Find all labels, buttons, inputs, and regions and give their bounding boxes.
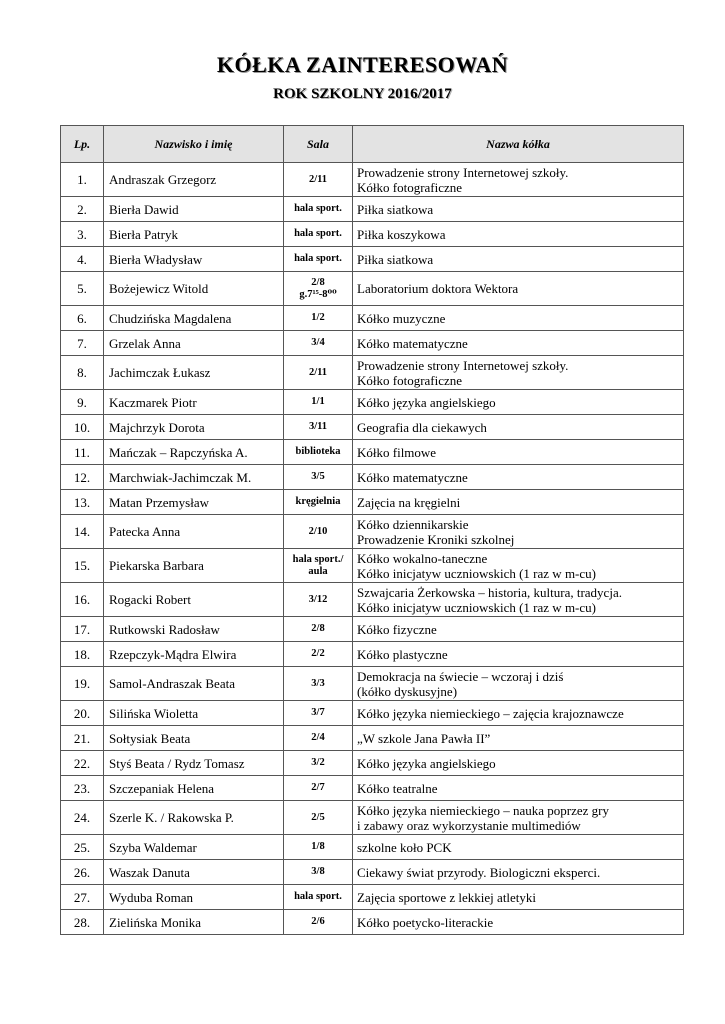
room-cell: [284, 163, 353, 197]
club-line: Kółko fotograficzne: [357, 179, 463, 195]
club-line: Kółko wokalno-taneczne: [357, 550, 488, 566]
table-row: [61, 860, 684, 885]
room-cell: [284, 247, 353, 272]
table-row: [61, 515, 684, 549]
club-line: Prowadzenie Kroniki szkolnej: [357, 531, 515, 547]
club-line: Kółko fizyczne: [357, 621, 437, 637]
room-line: 1/2: [311, 312, 325, 323]
table-row: [61, 390, 684, 415]
person-name: Andraszak Grzegorz: [104, 163, 284, 197]
person-name: Grzelak Anna: [104, 331, 284, 356]
club-cell: [353, 331, 684, 356]
person-name: Styś Beata / Rydz Tomasz: [104, 751, 284, 776]
room-line: 3/11: [308, 421, 328, 432]
row-number: 18.: [61, 642, 104, 667]
club-cell: [353, 667, 684, 701]
person-name: Bierła Patryk: [104, 222, 284, 247]
club-cell: [353, 801, 684, 835]
room-cell: [284, 440, 353, 465]
club-line: Prowadzenie strony Internetowej szkoły.: [357, 357, 569, 373]
table-row: [61, 701, 684, 726]
row-number: 10.: [61, 415, 104, 440]
room-cell: [284, 549, 353, 583]
header-club: Nazwa kółka: [353, 126, 684, 163]
person-name: Szyba Waldemar: [104, 835, 284, 860]
room-cell: [284, 197, 353, 222]
row-number: 11.: [61, 440, 104, 465]
room-line: 3/8: [311, 866, 325, 877]
person-name: Chudzińska Magdalena: [104, 306, 284, 331]
table-row: [61, 163, 684, 197]
club-line: Kółko języka angielskiego: [357, 755, 496, 771]
room-line: hala sport.: [294, 891, 342, 902]
row-number: 1.: [61, 163, 104, 197]
club-cell: [353, 247, 684, 272]
club-line: Zajęcia sportowe z lekkiej atletyki: [357, 889, 537, 905]
table-row: [61, 617, 684, 642]
person-name: Rzepczyk-Mądra Elwira: [104, 642, 284, 667]
row-number: 22.: [61, 751, 104, 776]
club-cell: [353, 617, 684, 642]
person-name: Majchrzyk Dorota: [104, 415, 284, 440]
club-line: Kółko fotograficzne: [357, 372, 463, 388]
row-number: 7.: [61, 331, 104, 356]
room-line: 2/11: [308, 173, 328, 185]
table-row: [61, 490, 684, 515]
club-line: Kółko filmowe: [357, 444, 437, 460]
room-line: 2/11: [308, 366, 328, 378]
table-row: [61, 751, 684, 776]
club-cell: [353, 272, 684, 306]
club-line: Piłka siatkowa: [357, 201, 434, 217]
room-line: hala sport.: [294, 228, 342, 239]
room-cell: [284, 667, 353, 701]
row-number: 3.: [61, 222, 104, 247]
club-line: Kółko języka niemieckiego – zajęcia krajoznawcze: [357, 705, 624, 721]
person-name: Patecka Anna: [104, 515, 284, 549]
room-cell: [284, 356, 353, 390]
room-cell: [284, 617, 353, 642]
table-row: [61, 801, 684, 835]
table-row: [61, 835, 684, 860]
room-line: biblioteka: [295, 446, 341, 457]
person-name: Kaczmarek Piotr: [104, 390, 284, 415]
person-name: Marchwiak-Jachimczak M.: [104, 465, 284, 490]
club-cell: [353, 701, 684, 726]
club-cell: [353, 776, 684, 801]
person-name: Szczepaniak Helena: [104, 776, 284, 801]
club-cell: [353, 163, 684, 197]
room-cell: [284, 776, 353, 801]
club-cell: [353, 197, 684, 222]
table-row: [61, 583, 684, 617]
table-row: [61, 885, 684, 910]
room-cell: [284, 910, 353, 935]
room-cell: [284, 885, 353, 910]
row-number: 20.: [61, 701, 104, 726]
row-number: 23.: [61, 776, 104, 801]
table-row: [61, 356, 684, 390]
club-line: Piłka koszykowa: [357, 226, 446, 242]
row-number: 2.: [61, 197, 104, 222]
room-line: 2/6: [311, 916, 325, 927]
row-number: 17.: [61, 617, 104, 642]
row-number: 16.: [61, 583, 104, 617]
room-cell: [284, 222, 353, 247]
row-number: 9.: [61, 390, 104, 415]
room-line: 2/10: [308, 525, 328, 537]
room-cell: [284, 583, 353, 617]
person-name: Wyduba Roman: [104, 885, 284, 910]
row-number: 14.: [61, 515, 104, 549]
person-name: Samol-Andraszak Beata: [104, 667, 284, 701]
club-line: „W szkole Jana Pawła II”: [357, 730, 491, 746]
club-cell: [353, 515, 684, 549]
table-row: [61, 667, 684, 701]
club-line: Kółko dziennikarskie: [357, 516, 469, 532]
room-line: 3/5: [311, 471, 325, 482]
room-line: aula: [308, 565, 328, 577]
room-cell: [284, 306, 353, 331]
room-line: 2/4: [311, 732, 325, 743]
club-line: (kółko dyskusyjne): [357, 683, 458, 699]
club-cell: [353, 415, 684, 440]
table-row: [61, 247, 684, 272]
table-row: [61, 197, 684, 222]
table-row: [61, 440, 684, 465]
club-cell: [353, 465, 684, 490]
club-line: Zajęcia na kręgielni: [357, 494, 461, 510]
room-line: 2/8: [311, 623, 325, 634]
club-cell: [353, 885, 684, 910]
club-cell: [353, 583, 684, 617]
table-row: [61, 306, 684, 331]
table-row: [61, 726, 684, 751]
club-line: Kółko inicjatyw uczniowskich (1 raz w m-cu): [357, 599, 596, 615]
club-line: Prowadzenie strony Internetowej szkoły.: [357, 164, 569, 180]
room-cell: [284, 415, 353, 440]
row-number: 15.: [61, 549, 104, 583]
person-name: Silińska Wioletta: [104, 701, 284, 726]
club-line: Ciekawy świat przyrody. Biologiczni eksperci.: [357, 864, 601, 880]
row-number: 25.: [61, 835, 104, 860]
club-line: Kółko inicjatyw uczniowskich (1 raz w m-cu): [357, 565, 596, 581]
table-row: [61, 415, 684, 440]
room-line: hala sport.: [294, 253, 342, 264]
clubs-table: [60, 125, 684, 935]
person-name: Bierła Dawid: [104, 197, 284, 222]
club-cell: [353, 835, 684, 860]
page-subtitle: ROK SZKOLNY 2016/2017: [273, 86, 452, 102]
club-cell: [353, 222, 684, 247]
table-row: [61, 272, 684, 306]
room-line: 2/5: [311, 811, 325, 823]
room-line: hala sport./: [292, 553, 344, 565]
row-number: 5.: [61, 272, 104, 306]
room-line: 1/1: [311, 396, 325, 407]
club-cell: [353, 440, 684, 465]
club-cell: [353, 642, 684, 667]
row-number: 24.: [61, 801, 104, 835]
club-cell: [353, 490, 684, 515]
person-name: Rogacki Robert: [104, 583, 284, 617]
row-number: 8.: [61, 356, 104, 390]
table-row: [61, 910, 684, 935]
table-row: [61, 331, 684, 356]
person-name: Matan Przemysław: [104, 490, 284, 515]
table-row: [61, 642, 684, 667]
club-cell: [353, 860, 684, 885]
club-line: Kółko języka angielskiego: [357, 394, 496, 410]
row-number: 27.: [61, 885, 104, 910]
table-row: [61, 222, 684, 247]
row-number: 28.: [61, 910, 104, 935]
person-name: Rutkowski Radosław: [104, 617, 284, 642]
club-cell: [353, 910, 684, 935]
person-name: Szerle K. / Rakowska P.: [104, 801, 284, 835]
room-line: 2/7: [311, 782, 325, 793]
club-cell: [353, 751, 684, 776]
club-cell: [353, 306, 684, 331]
room-cell: [284, 642, 353, 667]
room-line: 2/8: [311, 276, 325, 288]
person-name: Sołtysiak Beata: [104, 726, 284, 751]
club-line: Kółko plastyczne: [357, 646, 448, 662]
room-cell: [284, 860, 353, 885]
room-cell: [284, 331, 353, 356]
room-cell: [284, 835, 353, 860]
person-name: Bożejewicz Witold: [104, 272, 284, 306]
page-title: KÓŁKA ZAINTERESOWAŃ: [216, 52, 509, 77]
person-name: Zielińska Monika: [104, 910, 284, 935]
club-line: Demokracja na świecie – wczoraj i dziś: [357, 668, 564, 684]
room-cell: [284, 701, 353, 726]
club-line: Kółko muzyczne: [357, 310, 446, 326]
club-line: Laboratorium doktora Wektora: [357, 281, 519, 296]
table-header-row: [61, 126, 684, 163]
club-line: Kółko języka niemieckiego – nauka poprzez gry: [357, 802, 609, 818]
club-line: i zabawy oraz wykorzystanie multimediów: [357, 817, 581, 833]
room-line: 1/8: [311, 841, 325, 852]
club-line: Kółko matematyczne: [357, 335, 468, 351]
header-lp: Lp.: [61, 126, 104, 163]
club-line: Kółko poetycko-literackie: [357, 914, 494, 930]
room-cell: [284, 272, 353, 306]
room-line: 3/12: [308, 593, 328, 605]
club-line: Piłka siatkowa: [357, 251, 434, 267]
table-row: [61, 465, 684, 490]
room-line: kręgielnia: [295, 496, 341, 507]
club-line: Szwajcaria Żerkowska – historia, kultura, tradycja.: [357, 584, 622, 600]
club-line: Kółko teatralne: [357, 780, 438, 796]
room-line: 3/3: [311, 677, 325, 689]
header-name: Nazwisko i imię: [104, 126, 284, 163]
room-cell: [284, 751, 353, 776]
club-line: Kółko matematyczne: [357, 469, 468, 485]
room-line: hala sport.: [294, 203, 342, 214]
person-name: Bierła Władysław: [104, 247, 284, 272]
room-line: 2/2: [311, 648, 325, 659]
row-number: 4.: [61, 247, 104, 272]
row-number: 13.: [61, 490, 104, 515]
person-name: Jachimczak Łukasz: [104, 356, 284, 390]
room-cell: [284, 801, 353, 835]
room-line: 3/2: [311, 757, 325, 768]
row-number: 21.: [61, 726, 104, 751]
person-name: Mańczak – Rapczyńska A.: [104, 440, 284, 465]
club-cell: [353, 726, 684, 751]
club-line: Geografia dla ciekawych: [357, 419, 487, 435]
club-line: szkolne koło PCK: [357, 839, 452, 855]
club-cell: [353, 390, 684, 415]
row-number: 6.: [61, 306, 104, 331]
room-line: 3/7: [311, 707, 325, 718]
club-cell: [353, 356, 684, 390]
row-number: 19.: [61, 667, 104, 701]
room-line: g.7¹⁵-8⁰⁰: [299, 288, 337, 300]
room-line: 3/4: [311, 337, 325, 348]
room-cell: [284, 726, 353, 751]
row-number: 26.: [61, 860, 104, 885]
room-cell: [284, 390, 353, 415]
header-room: Sala: [284, 126, 353, 163]
table-row: [61, 549, 684, 583]
club-cell: [353, 549, 684, 583]
person-name: Waszak Danuta: [104, 860, 284, 885]
row-number: 12.: [61, 465, 104, 490]
room-cell: [284, 490, 353, 515]
room-cell: [284, 465, 353, 490]
person-name: Piekarska Barbara: [104, 549, 284, 583]
room-cell: [284, 515, 353, 549]
table-row: [61, 776, 684, 801]
